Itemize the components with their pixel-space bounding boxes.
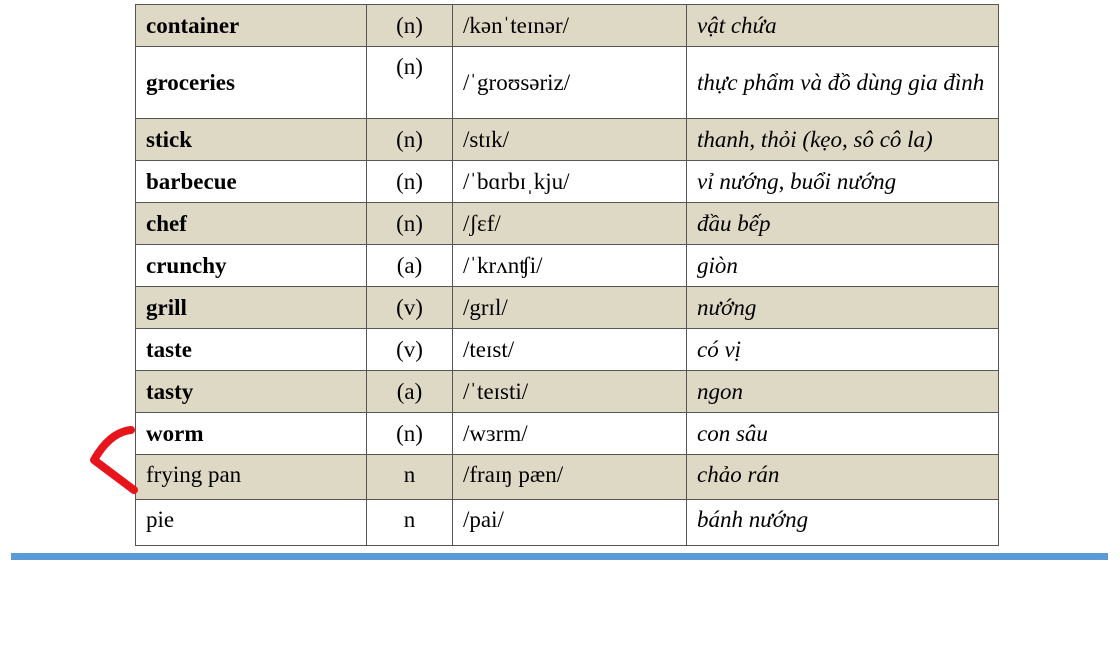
word-cell: frying pan (136, 455, 367, 500)
part-of-speech-cell: (v) (367, 329, 453, 371)
meaning-cell: nướng (687, 287, 999, 329)
part-of-speech-cell: n (367, 500, 453, 546)
word-cell: chef (136, 203, 367, 245)
meaning-cell: bánh nướng (687, 500, 999, 546)
meaning-cell: thực phẩm và đồ dùng gia đình (687, 47, 999, 119)
word-cell: tasty (136, 371, 367, 413)
pronunciation-cell: /fraɪŋ pæn/ (453, 455, 687, 500)
table-row (136, 371, 999, 413)
part-of-speech-cell: (n) (367, 203, 453, 245)
pronunciation-cell: /ˈgroʊsəriz/ (453, 47, 687, 119)
word-cell: groceries (136, 47, 367, 119)
meaning-cell: thanh, thỏi (kẹo, sô cô la) (687, 119, 999, 161)
word-cell: worm (136, 413, 367, 455)
meaning-cell: chảo rán (687, 455, 999, 500)
word-cell: barbecue (136, 161, 367, 203)
pronunciation-cell: /ˈteɪsti/ (453, 371, 687, 413)
word-cell: pie (136, 500, 367, 546)
meaning-cell: có vị (687, 329, 999, 371)
table-row (136, 5, 999, 47)
word-cell: container (136, 5, 367, 47)
pronunciation-cell: /teɪst/ (453, 329, 687, 371)
table-row (136, 47, 999, 119)
part-of-speech-cell: (n) (367, 5, 453, 47)
meaning-cell: vật chứa (687, 5, 999, 47)
word-cell: taste (136, 329, 367, 371)
part-of-speech-cell: (n) (367, 47, 453, 119)
meaning-cell: đầu bếp (687, 203, 999, 245)
pronunciation-cell: /ˈbɑrbɪˌkju/ (453, 161, 687, 203)
part-of-speech-cell: (n) (367, 161, 453, 203)
table-row (136, 203, 999, 245)
word-cell: crunchy (136, 245, 367, 287)
pronunciation-cell: /pai/ (453, 500, 687, 546)
table-row (136, 287, 999, 329)
pronunciation-cell: /grɪl/ (453, 287, 687, 329)
part-of-speech-cell: (n) (367, 413, 453, 455)
meaning-cell: vỉ nướng, buổi nướng (687, 161, 999, 203)
part-of-speech-cell: (a) (367, 245, 453, 287)
part-of-speech-cell: (v) (367, 287, 453, 329)
table-row (136, 245, 999, 287)
pronunciation-cell: /ʃɛf/ (453, 203, 687, 245)
table-row (136, 329, 999, 371)
pronunciation-cell: /kənˈteɪnər/ (453, 5, 687, 47)
part-of-speech-cell: (a) (367, 371, 453, 413)
pronunciation-cell: /stɪk/ (453, 119, 687, 161)
table-row (136, 500, 999, 546)
table-row (136, 455, 999, 500)
meaning-cell: giòn (687, 245, 999, 287)
word-cell: stick (136, 119, 367, 161)
part-of-speech-cell: n (367, 455, 453, 500)
table-row (136, 161, 999, 203)
pronunciation-cell: /ˈkrʌnʧi/ (453, 245, 687, 287)
part-of-speech-cell: (n) (367, 119, 453, 161)
bottom-rule (11, 553, 1108, 560)
word-cell: grill (136, 287, 367, 329)
meaning-cell: con sâu (687, 413, 999, 455)
pronunciation-cell: /wɜrm/ (453, 413, 687, 455)
table-row (136, 119, 999, 161)
vocabulary-table (135, 4, 999, 546)
table-row (136, 413, 999, 455)
meaning-cell: ngon (687, 371, 999, 413)
